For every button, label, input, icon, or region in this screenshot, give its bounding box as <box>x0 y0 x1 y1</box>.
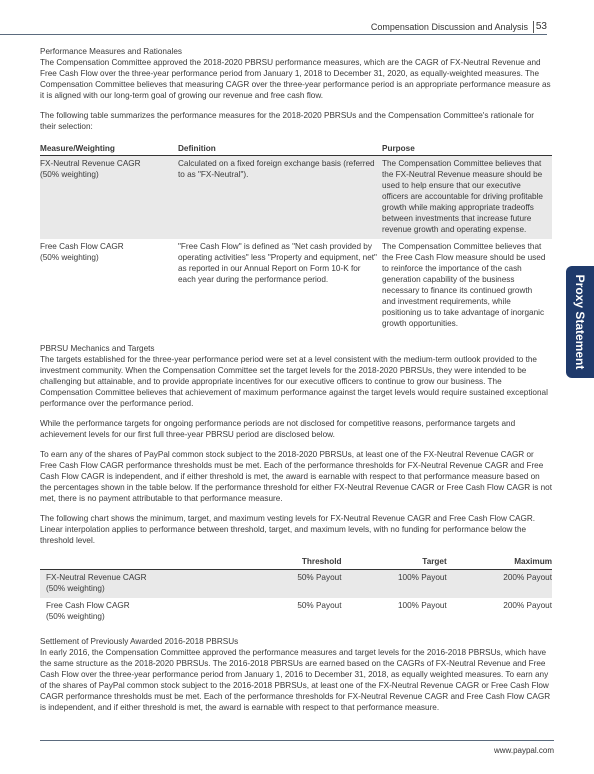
measure-weighting: (50% weighting) <box>46 612 105 621</box>
table-row <box>40 239 552 333</box>
target-cell: 100% Payout <box>398 601 447 610</box>
section-title: Settlement of Previously Awarded 2016-2018 PBRSUs <box>40 637 239 646</box>
page-number: 53 <box>535 21 547 32</box>
table-row <box>40 156 552 240</box>
paragraph: To earn any of the shares of PayPal common stock subject to the 2018-2020 PBRSUs, at least one of the FX-Neutral Revenue CAGR or Free Cash Flow CAGR performance thresholds must be met. Each of the performance thresholds for FX-Neutral Revenue CAGR and Free Cash Flow CAGR is independent, and if either threshold is met, the award is earnable with respect to that performance measure based on the percentages shown in the table below. If the performance threshold for either FX-Neutral Revenue CAGR or Free Cash Flow CAGR is not met, there is no payment attributable to that performance measure. <box>40 450 552 503</box>
paragraph: In early 2016, the Compensation Committee approved the performance measures and target levels for the 2016-2018 PBRSUs, which have the same structure as the 2018-2020 PBRSUs. The 2016-2018 PBRSUs are earned based on the CAGRs of FX-Neutral Revenue and Free Cash Flow over the three-year performance period from January 1, 2016 to December 31, 2018, as equally weighted measures. To earn any of the shares of PayPal common stock subject to the 2016-2018 PBRSUs, at least one of the FX-Neutral Revenue CAGR or Free Cash Flow CAGR performance thresholds must be met. Each of the performance thresholds for FX-Neutral Revenue CAGR and Free Cash Flow CAGR is independent, and if either threshold is met, the award is earnable with respect to that performance measure. <box>40 648 551 712</box>
section-title: Performance Measures and Rationales <box>40 47 182 56</box>
footer-rule <box>40 740 554 741</box>
column-header: Maximum <box>447 555 552 570</box>
column-header-blank <box>40 555 245 570</box>
measure-cell <box>40 156 178 240</box>
definition-cell: Calculated on a fixed foreign exchange basis (referred to as "FX-Neutral"). <box>178 156 382 240</box>
proxy-statement-tab[interactable] <box>566 266 594 378</box>
measure-name: FX-Neutral Revenue CAGR <box>46 573 147 582</box>
footer-url[interactable]: www.paypal.com <box>493 746 554 755</box>
paragraph: While the performance targets for ongoing performance periods are not disclosed for competitive reasons, performance targets and achievement levels for our first full three-year PBRSU period are disclosed below. <box>40 419 516 439</box>
measure-weighting: (50% weighting) <box>40 170 99 179</box>
paragraph: The following chart shows the minimum, target, and maximum vesting levels for FX-Neutral Revenue CAGR and Free Cash Flow CAGR. Linear interpolation applies to performance between threshold, target, and maximum levels, with no funding for performance below the threshold level. <box>40 514 536 545</box>
paragraph: The following table summarizes the performance measures for the 2018-2020 PBRSUs and the Compensation Committee's rationale for their selection: <box>40 111 534 131</box>
maximum-cell: 200% Payout <box>447 570 552 599</box>
column-header: Threshold <box>245 555 341 570</box>
target-cell: 100% Payout <box>341 570 446 599</box>
column-header: Definition <box>178 141 382 156</box>
column-header: Purpose <box>382 141 552 156</box>
column-header: Measure/Weighting <box>40 141 178 156</box>
paragraph: The Compensation Committee approved the 2018-2020 PBRSU performance measures, which are the CAGR of FX-Neutral Revenue and Free Cash Flow over the three-year performance period from January 1, 2018 to December 31, 2020, as equally-weighted measures. The Compensation Committee believes that measuring CAGR over the three-year performance period is an appropriate performance measure as it is aligned with our long-term goal of growing our revenue and free cash flow. <box>40 58 551 100</box>
measure-name: FX-Neutral Revenue CAGR <box>40 159 141 168</box>
purpose-cell: The Compensation Committee believes that the FX-Neutral Revenue measure should be used to help ensure that our executive officers are accountable for driving profitable growth while making appropriate tradeoffs between investments that increase future revenue growth and operating expense. <box>382 156 552 240</box>
header-rule <box>0 34 547 35</box>
paragraph: The targets established for the three-year performance period were set at a level consistent with the medium-term outlook provided to the investment community. When the Compensation Committee set the target levels for the 2018-2020 PBRSUs, they were intended to be challenging but attainable, and to provide appropriate incentives for our executive officers to continue to grow our business. The Compensation Committee believes that achievement of maximum performance against the target levels would require sustained exceptional performance over the performance period. <box>40 355 548 408</box>
header-separator <box>533 21 534 33</box>
definition-cell: "Free Cash Flow" is defined as "Net cash provided by operating activities" less "Property and equipment, net" as reported in our Annual Report on Form 10-K for each year during the performance period. <box>178 242 377 284</box>
measure-name: Free Cash Flow CAGR <box>46 601 130 610</box>
table-row <box>40 598 552 626</box>
header-section-title: Compensation Discussion and Analysis <box>370 22 528 32</box>
performance-measures-table <box>40 141 552 333</box>
page-header <box>0 0 594 36</box>
measure-name: Free Cash Flow CAGR <box>40 242 124 251</box>
threshold-cell: 50% Payout <box>245 570 341 599</box>
side-tab-label: Proxy Statement <box>573 274 587 370</box>
vesting-levels-table <box>40 555 552 626</box>
table-row <box>40 570 552 599</box>
main-content <box>40 46 552 722</box>
measure-cell <box>40 239 178 333</box>
purpose-cell: The Compensation Committee believes that the Free Cash Flow measure should be used to reinforce the importance of the cash generation capability of the business necessary to finance its continued growth and investment requirements, while positioning us to take advantage of inorganic growth opportunities. <box>382 242 546 328</box>
section-title: PBRSU Mechanics and Targets <box>40 344 155 353</box>
column-header: Target <box>341 555 446 570</box>
measure-cell <box>40 570 245 599</box>
measure-cell <box>40 598 245 626</box>
threshold-cell: 50% Payout <box>297 601 342 610</box>
measure-weighting: (50% weighting) <box>40 253 99 262</box>
measure-weighting: (50% weighting) <box>46 584 105 593</box>
maximum-cell: 200% Payout <box>503 601 552 610</box>
